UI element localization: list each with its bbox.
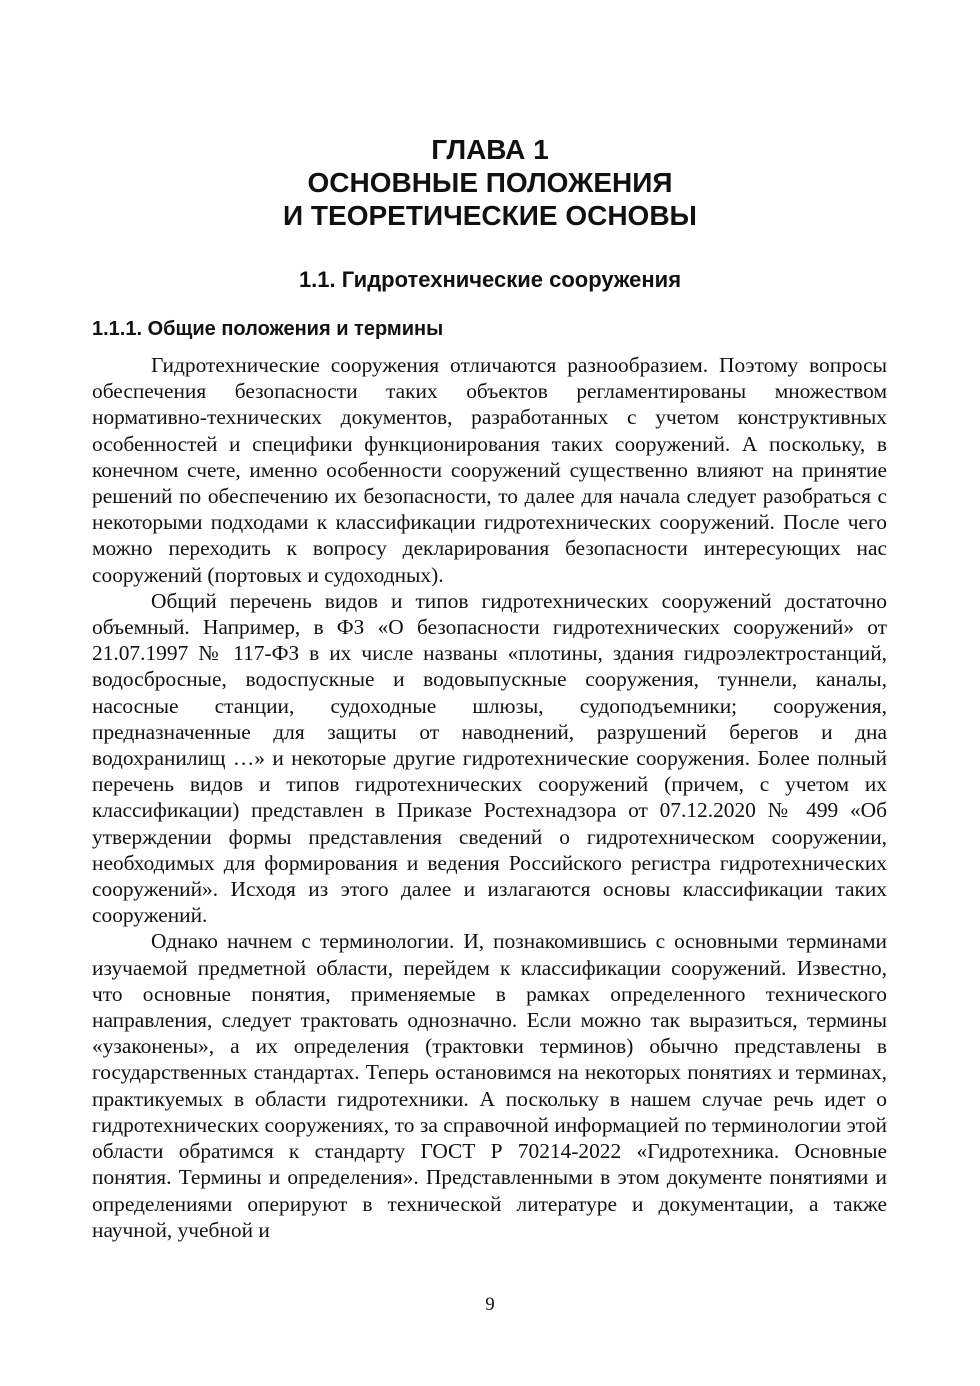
chapter-title-line-1: ОСНОВНЫЕ ПОЛОЖЕНИЯ xyxy=(307,167,673,198)
chapter-label: ГЛАВА 1 xyxy=(431,134,549,165)
chapter-title-line-2: И ТЕОРЕТИЧЕСКИЕ ОСНОВЫ xyxy=(283,200,697,231)
paragraph-2: Общий перечень видов и типов гидротехнических сооружений достаточно объемный. Например, в ФЗ «О безопасности гидротехнических сооружений» от 21.07.1997 № 117-ФЗ в их числе названы «плотины, здания гидроэлектростанций, водосбросные, водоспускные и водовыпускные сооружения, туннели, каналы, насосные станции, судоходные шлюзы, судоподъемники; сооружения, предназначенные для защиты от наводнений, разрушений берегов и дна водохранилищ …» и некоторые другие гидротехнические сооружения. Более полный перечень видов и типов гидротехнических сооружений (причем, с учетом их классификации) представлен в Приказе Ростехнадзора от 07.12.2020 № 499 «Об утверждении формы представления сведений о гидротехническом сооружении, необходимых для формирования и ведения Российского регистра гидротехнических сооружений». Исходя из этого далее и излагаются основы классификации таких сооружений. xyxy=(92,588,887,928)
chapter-heading xyxy=(0,133,980,232)
body-text xyxy=(92,352,887,1243)
paragraph-3: Однако начнем с терминологии. И, познакомившись с основными терминами изучаемой предметной области, перейдем к классификации сооружений. Известно, что основные понятия, применяемые в рамках определенного технического направления, следует трактовать однозначно. Если можно так выразиться, термины «узаконены», а их определения (трактовки терминов) обычно представлены в государственных стандартах. Теперь остановимся на некоторых понятиях и терминах, практикуемых в области гидротехники. А поскольку в нашем случае речь идет о гидротехнических сооружениях, то за справочной информацией по терминологии этой области обратимся к стандарту ГОСТ Р 70214-2022 «Гидротехника. Основные понятия. Термины и определения». Представленными в этом документе понятиями и определениями оперируют в технической литературе и документации, а также научной, учебной и xyxy=(92,929,887,1242)
subsection-heading: 1.1.1. Общие положения и термины xyxy=(92,318,444,340)
section-heading: 1.1. Гидротехнические сооружения xyxy=(298,267,682,292)
page-number: 9 xyxy=(485,1294,495,1315)
paragraph-1: Гидротехнические сооружения отличаются разнообразием. Поэтому вопросы обеспечения безопасности таких объектов регламентированы множеством нормативно-технических документов, разработанных с учетом конструктивных особенностей и специфики функционирования таких сооружений. А поскольку, в конечном счете, именно особенности сооружений существенно влияют на принятие решений по обеспечению их безопасности, то далее для начала следует разобраться с некоторыми подходами к классификации гидротехнических сооружений. После чего можно переходить к вопросу декларирования безопасности интересующих нас сооружений (портовых и судоходных). xyxy=(92,353,887,587)
